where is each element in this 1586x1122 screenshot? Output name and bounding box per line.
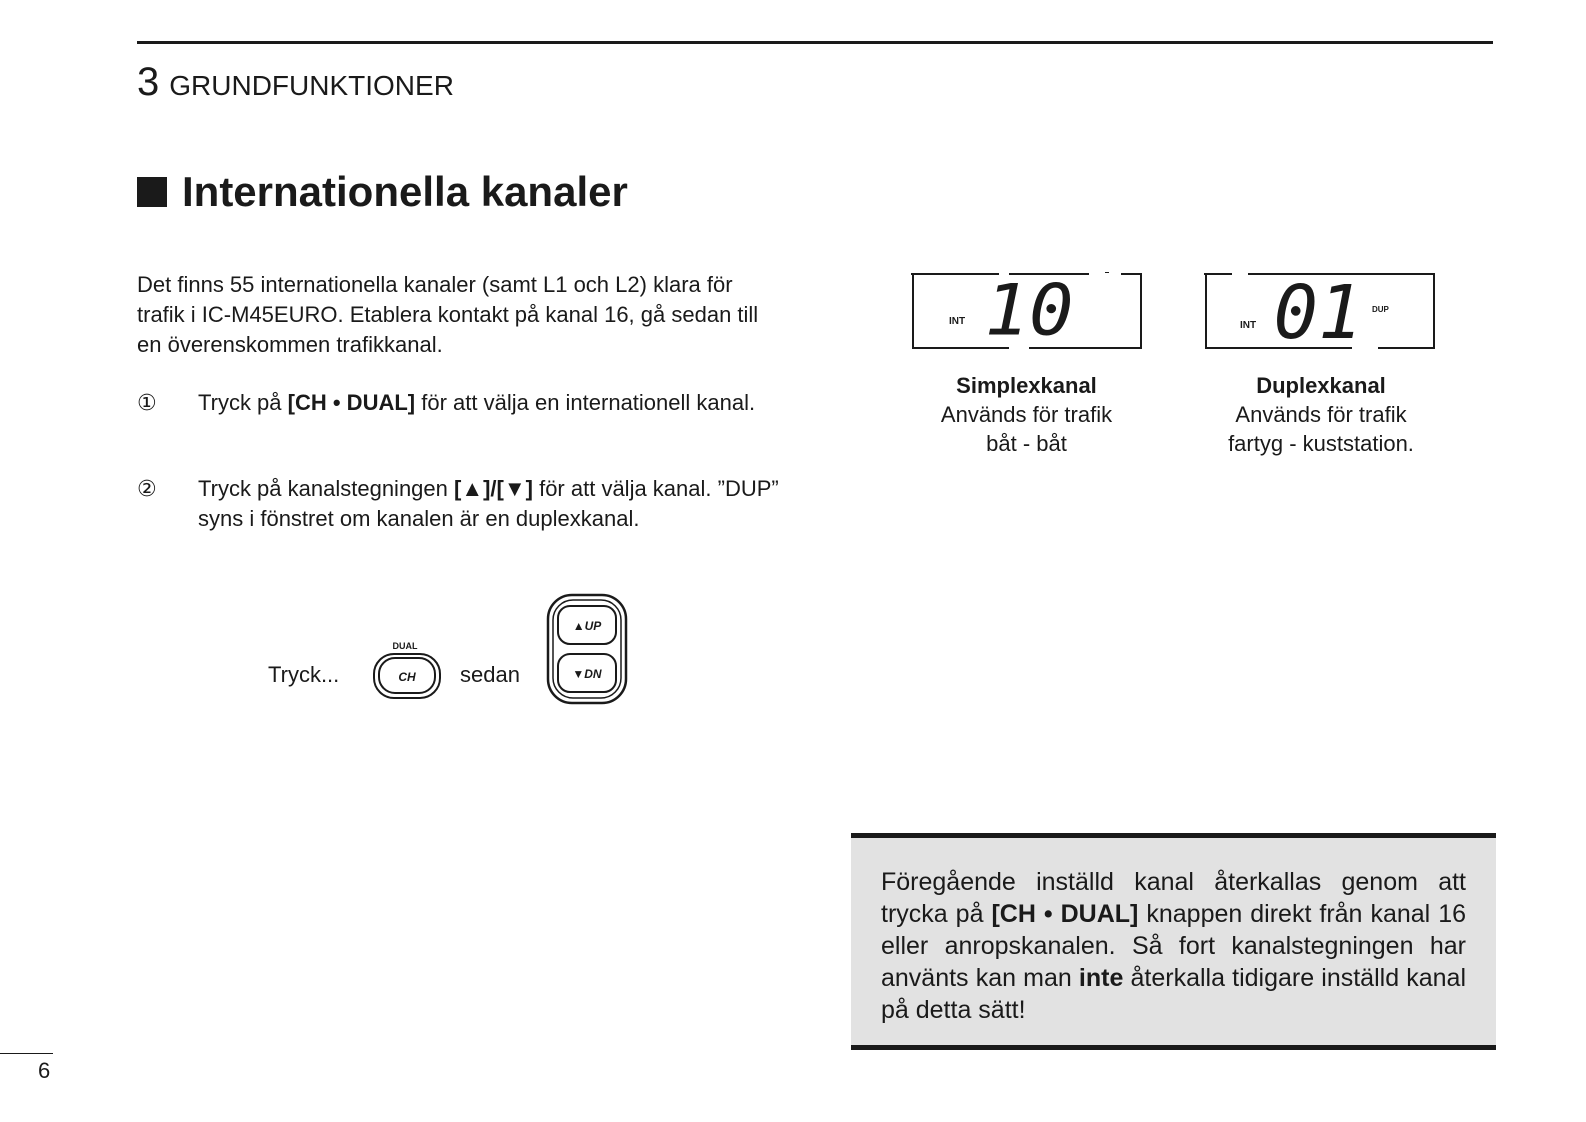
press-illustration xyxy=(268,592,648,716)
lcd-mode-label: INT xyxy=(949,316,966,327)
section-heading xyxy=(137,168,628,216)
up-key-label: ▲UP xyxy=(572,619,602,633)
intro-paragraph: Det finns 55 internationella kanaler (samt L1 och L2) klara för trafik i IC-M45EURO. Etablera kontakt på kanal 16, gå sedan till en överenskommen trafikkanal. xyxy=(137,272,759,357)
display-title: Duplexkanal xyxy=(1256,373,1386,398)
display-caption-simplex xyxy=(909,371,1144,458)
top-rule xyxy=(137,41,1493,44)
note-box xyxy=(851,833,1496,1050)
display-desc-line: Används för trafik xyxy=(1235,402,1407,427)
chapter-heading xyxy=(137,60,454,105)
display-desc-line: Används för trafik xyxy=(940,402,1113,427)
step-key: [CH • DUAL] xyxy=(287,390,416,415)
display-caption-duplex xyxy=(1196,371,1446,458)
section-title: Internationella kanaler xyxy=(182,168,628,215)
lcd-display-simplex xyxy=(909,272,1144,352)
page-number-rule xyxy=(0,1053,53,1054)
lcd-digits: 01 xyxy=(1273,272,1363,352)
lcd-dup-indicator: DUP xyxy=(1372,305,1389,314)
chapter-number: 3 xyxy=(137,60,160,104)
note-text-part: Föregående inställd kanal återkallas genom att trycka på xyxy=(881,868,1466,928)
step-text: Tryck på kanalstegningen xyxy=(198,476,454,501)
page-number: 6 xyxy=(38,1058,51,1083)
chapter-title: GRUNDFUNKTIONER xyxy=(169,70,454,101)
step-marker: ② xyxy=(137,476,157,501)
step-1 xyxy=(137,388,782,418)
lcd-mode-label: INT xyxy=(1240,320,1257,331)
step-text: Tryck på xyxy=(198,390,288,415)
dn-key-label: ▼DN xyxy=(572,667,602,681)
step-text: för att välja kanal. ”DUP” syns i fönstret om kanalen är en duplexkanal. xyxy=(198,476,779,531)
ch-key-label: CH xyxy=(398,670,416,684)
ch-dual-key-icon xyxy=(371,640,445,702)
display-title: Simplexkanal xyxy=(956,373,1097,398)
press-label: Tryck... xyxy=(268,662,340,687)
note-text xyxy=(881,866,1466,1026)
up-down-key-icon xyxy=(545,592,631,708)
lcd-display-duplex xyxy=(1202,272,1437,352)
note-text-part: knappen direkt från kanal 16 eller anropskanalen. Så fort kanalstegningen har använts kan man xyxy=(881,900,1467,992)
step-marker: ① xyxy=(137,390,157,415)
display-desc-line: fartyg - kuststation. xyxy=(1228,431,1414,456)
step-text: för att välja en internationell kanal. xyxy=(415,390,756,415)
step-2 xyxy=(137,474,782,534)
note-key: [CH • DUAL] xyxy=(991,900,1139,928)
note-text-part: återkalla tidigare inställd kanal på detta sätt! xyxy=(881,964,1467,1024)
step-key: [▲]/[▼] xyxy=(454,476,533,501)
display-desc-line: båt - båt xyxy=(986,431,1067,456)
square-bullet-icon xyxy=(137,177,167,207)
note-emphasis: inte xyxy=(1078,964,1124,992)
then-label: sedan xyxy=(460,662,520,687)
lcd-digits: 10 xyxy=(984,272,1074,352)
ch-key-top-label: DUAL xyxy=(392,641,418,651)
